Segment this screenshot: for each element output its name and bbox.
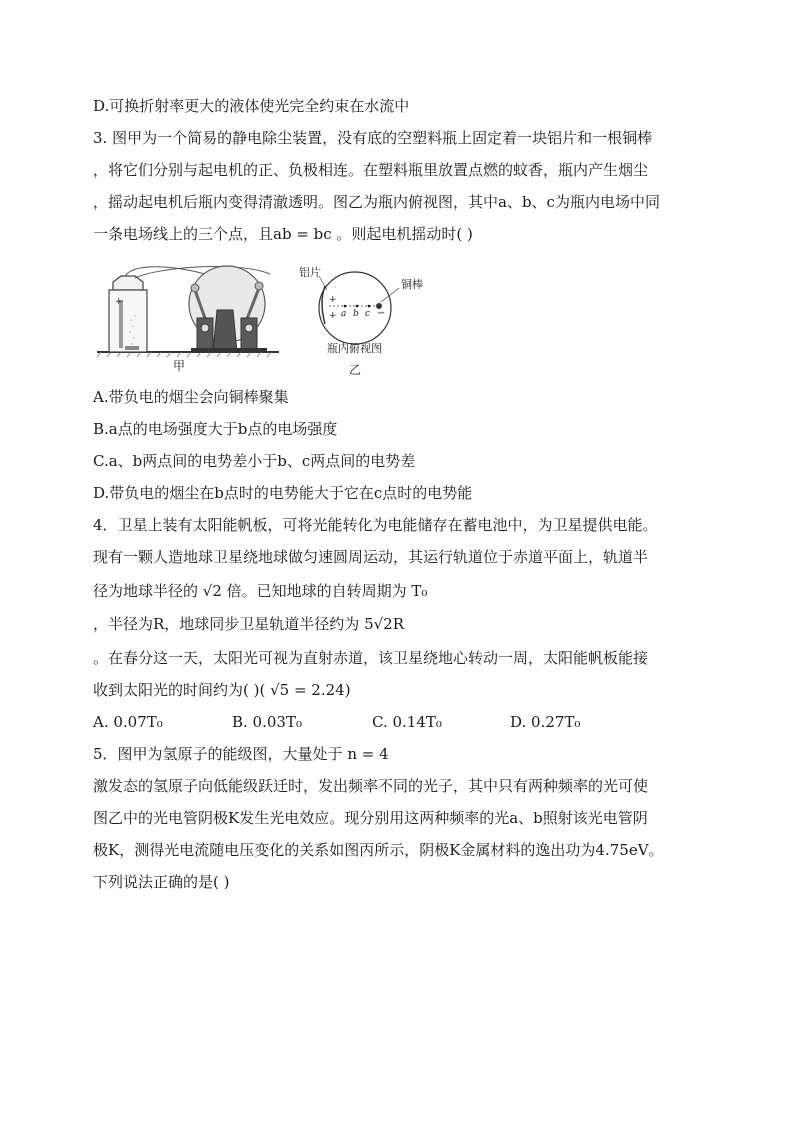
figure-a-apparatus [95, 260, 285, 378]
q4-option-d: D. 0.27T₀ [510, 713, 581, 731]
minus-sign: − [377, 308, 386, 319]
plus-sign-1: + [329, 295, 337, 305]
q4-stem-line-5: 。在春分这一天，太阳光可视为直射赤道，该卫星绕地心转动一周，太阳能帆板能接 [93, 649, 649, 667]
q4-stem-line-4: ，半径为R，地球同步卫星轨道半径约为 5√2R [93, 615, 405, 633]
q3-option-a: A.带负电的烟尘会向铜棒聚集 [93, 388, 289, 406]
q3-stem-line-1: 3. 图甲为一个简易的静电除尘装置，没有底的空塑料瓶上固定着一块铝片和一根铜棒 [93, 129, 653, 147]
figure-b-top-view [295, 262, 445, 380]
q4-stem-line-2: 现有一颗人造地球卫星绕地球做匀速圆周运动，其运行轨道位于赤道平面上，轨道半 [93, 548, 649, 566]
q5-stem-line-5: 下列说法正确的是( ) [93, 873, 230, 891]
q4-option-b: B. 0.03T₀ [232, 713, 302, 731]
label-aluminum: 铝片 [299, 266, 321, 279]
q3-stem-line-4: 一条电场线上的三个点，且ab = bc 。则起电机摇动时( ) [93, 225, 473, 243]
q3-option-b: B.a点的电场强度大于b点的电场强度 [93, 420, 338, 438]
plus-sign-2: + [329, 311, 337, 321]
q5-stem-line-2: 激发态的氢原子向低能级跃迁时，发出频率不同的光子，其中只有两种频率的光可使 [93, 777, 649, 795]
q3-option-d: D.带负电的烟尘在b点时的电势能大于它在c点时的电势能 [93, 484, 473, 502]
figure-b-caption: 乙 [349, 363, 362, 377]
q4-stem-line-3: 径为地球半径的 √2 倍。已知地球的自转周期为 T₀ [93, 582, 428, 600]
q5-stem-line-1: 5．图甲为氢原子的能级图，大量处于 n = 4 [93, 745, 389, 763]
q4-stem-line-1: 4．卫星上装有太阳能帆板，可将光能转化为电能储存在蓄电池中，为卫星提供电能。 [93, 516, 658, 534]
figure-a-caption: 甲 [173, 359, 186, 373]
point-b: b [353, 309, 359, 319]
q2-option-d: D.可换折射率更大的液体使光完全约束在水流中 [93, 97, 410, 115]
q5-stem-line-3: 图乙中的光电管阴极K发生光电效应。现分别用这两种频率的光a、b照射该光电管阴 [93, 809, 648, 827]
point-a: a [341, 309, 347, 319]
q3-stem-line-3: ，摇动起电机后瓶内变得清澈透明。图乙为瓶内俯视图，其中a、b、c为瓶内电场中同 [93, 193, 660, 211]
label-copper: 铜棒 [401, 278, 423, 291]
svg-text:+: + [115, 297, 123, 307]
q3-option-c: C.a、b两点间的电势差小于b、c两点间的电势差 [93, 452, 416, 470]
q4-option-a: A. 0.07T₀ [93, 713, 163, 731]
point-c: c [365, 309, 371, 319]
q3-stem-line-2: ，将它们分别与起电机的正、负极相连。在塑料瓶里放置点燃的蚊香，瓶内产生烟尘 [93, 161, 649, 179]
figure-b-subtitle: 瓶内俯视图 [327, 342, 382, 355]
q5-stem-line-4: 极K，测得光电流随电压变化的关系如图丙所示，阴极K金属材料的逸出功为4.75eV。 [93, 841, 664, 859]
q4-option-c: C. 0.14T₀ [372, 713, 442, 731]
q4-stem-line-6: 收到太阳光的时间约为( )( √5 = 2.24) [93, 681, 351, 699]
